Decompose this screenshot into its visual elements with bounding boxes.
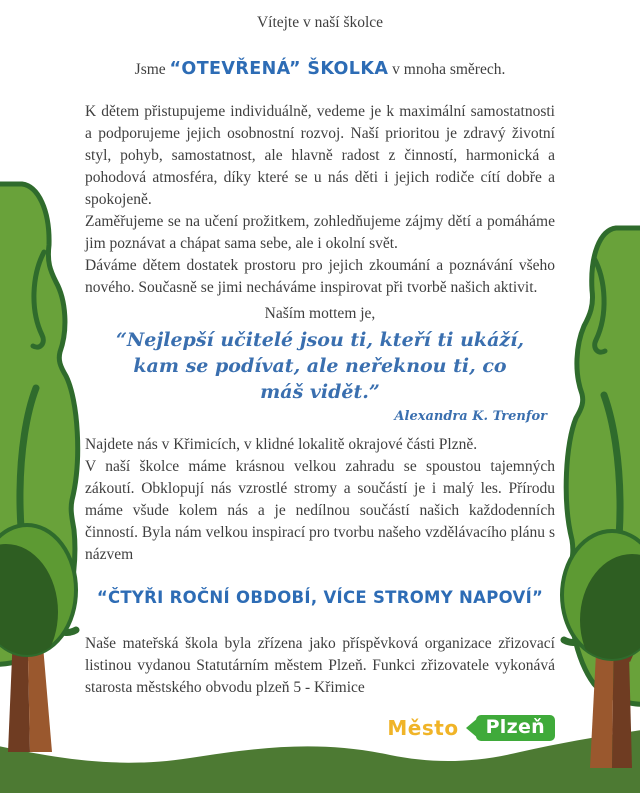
page-title: Vítejte v naší školce — [256, 14, 384, 31]
document-content — [85, 14, 555, 741]
subtitle-prefix: Jsme — [134, 61, 170, 78]
intro-paragraphs — [85, 101, 555, 299]
paragraph: K dětem přistupujeme individuálně, vedeme je k maximální samostatnosti a podporujeme jejich osobnostní rozvoj. Naší prioritou je zdravý životní styl, pohyb, samostatnost, ale hlavně radost z činností, harmonická a pohodová atmosféra, díky které se u nás děti i jejich rodiče cítí dobře a spokojeně. — [85, 103, 555, 208]
location-paragraphs — [85, 434, 555, 566]
paragraph: Dáváme dětem dostatek prostoru pro jejich zkoumání a poznávání všeho nového. Současně se jimi necháváme inspirovat při tvorbě našich aktivit. — [85, 257, 555, 296]
subtitle-suffix: v mnoha směrech. — [388, 61, 506, 78]
paragraph: Naše mateřská škola byla zřízena jako příspěvková organizace zřizovací listinou vydanou Statutárním městem Plzeň. Funkci zřizovatele vykonává starosta městského obvodu plzeň 5 - Křimice — [85, 635, 555, 696]
subtitle-highlight: “OTEVŘENÁ” ŠKOLKA — [169, 59, 389, 79]
motto-author: Alexandra K. Trenfor — [394, 409, 547, 424]
founder-paragraph — [85, 633, 555, 699]
mesto-plzen-logo — [85, 715, 555, 741]
motto-quote: “Nejlepší učitelé jsou ti, kteří ti ukáží, kam se podívat, ale neřeknou ti, co máš vidět.” — [115, 329, 525, 403]
paragraph: Najdete nás v Křimicích, v klidné lokalitě okrajové části Plzně. — [85, 436, 478, 453]
subtitle-line — [85, 59, 555, 79]
paragraph: Zaměřujeme se na učení prožitkem, zohledňujeme zájmy dětí a pomáháme jim poznávat a chápat sama sebe, ale i okolní svět. — [85, 213, 555, 252]
right-tree-illustration — [562, 228, 640, 768]
logo-city-word: Město — [387, 716, 459, 740]
motto-intro: Naším mottem je, — [264, 305, 376, 322]
logo-sign-word: Plzeň — [476, 715, 555, 741]
logo-sign — [466, 715, 555, 741]
left-tree-illustration — [0, 184, 78, 752]
program-heading: “ČTYŘI ROČNÍ OBDOBÍ, VÍCE STROMY NAPOVÍ” — [96, 588, 544, 607]
paragraph: V naší školce máme krásnou velkou zahradu se spoustou tajemných zákoutí. Obklopují nás vzrostlé stromy a součástí je i malý les. Přírodu máme všude kolem nás a je nedílnou součástí našich každodenních činností. Byla nám velkou inspirací pro tvorbu našeho vzdělávacího plánu s názvem — [85, 458, 555, 563]
